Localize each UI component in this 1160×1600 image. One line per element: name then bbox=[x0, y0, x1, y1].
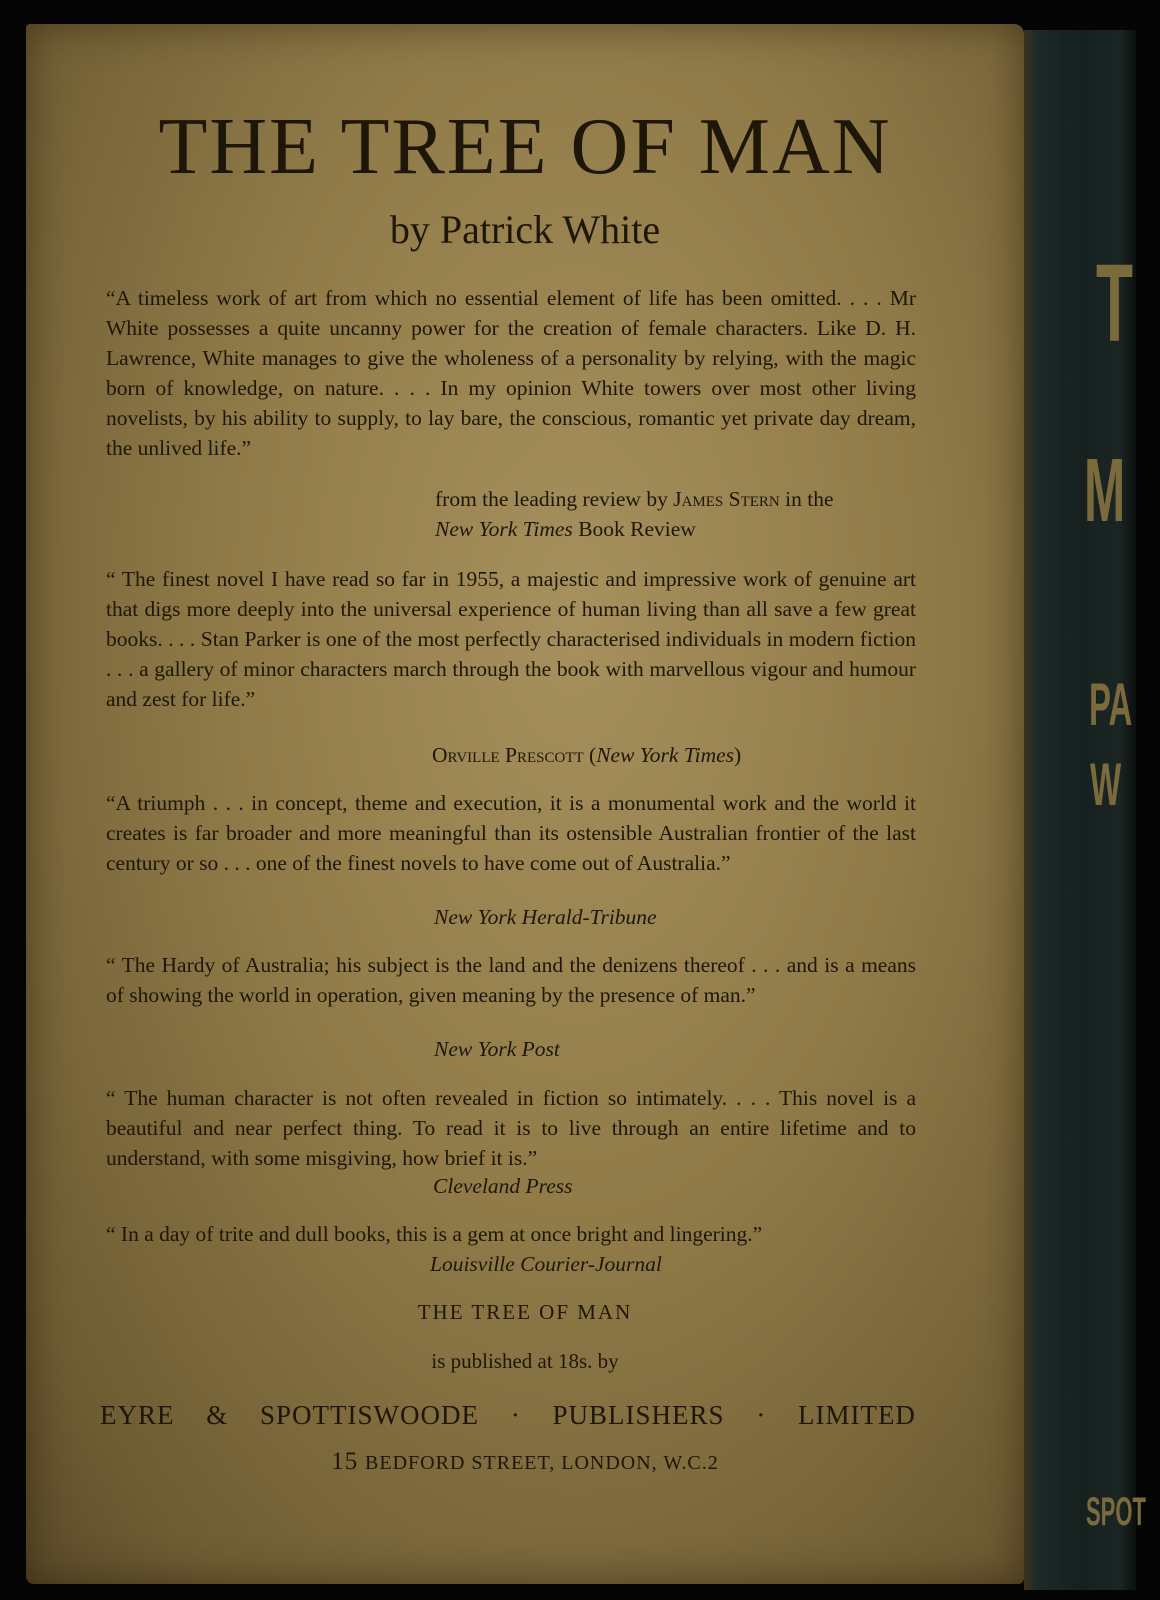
review-quote: “ The human character is not often revealed in fiction so intimately. . . . This novel is a beautiful and near perfect thing. To read it is to live through an entire lifetime and to understand, with some misgiving, how brief it is.” bbox=[106, 1086, 916, 1170]
attribution-line bbox=[435, 484, 834, 514]
publisher-separator: · bbox=[756, 1400, 767, 1430]
review-quote: “A timeless work of art from which no essential element of life has been omitted. . . . Mr White possesses a quite uncanny power for the creation of female characters. Like D. H. Lawrence, White manages to give the wholeness of a personality by relying, with the magic born of knowledge, on nature. . . . In my opinion White towers over most other living novelists, by his ability to supply, to lay bare, the conscious, romantic yet private day dream, the unlived life.” bbox=[106, 286, 916, 460]
publisher-word: PUBLISHERS bbox=[552, 1400, 725, 1430]
attribution-prefix: from the leading review by bbox=[435, 487, 674, 511]
attribution-paren: ) bbox=[734, 743, 742, 767]
review-quote: “ The Hardy of Australia; his subject is the land and the denizens thereof . . . and is a means of showing the world in operation, given meaning by the presence of man.” bbox=[106, 953, 916, 1007]
spine-letter: PA bbox=[1089, 671, 1133, 738]
publication-section: Book Review bbox=[572, 517, 696, 541]
review-source: Louisville Courier-Journal bbox=[430, 1252, 662, 1276]
book-title: THE TREE OF MAN bbox=[158, 103, 892, 191]
review-quote: “A triumph . . . in concept, theme and execution, it is a monumental work and the world it creates is far broader and more meaningful than its ostensible Australian frontier of the last century or so . . . one of the finest novels to have come out of Australia.” bbox=[106, 791, 916, 875]
review-quote: “ The finest novel I have read so far in 1955, a majestic and impressive work of genuine art that digs more deeply into the universal experience of human living than all save a few great books. . . . Stan Parker is one of the most perfectly characterised individuals in modern fiction . . . a gallery of minor characters march through the book with marvellous vigour and humour and zest for life.” bbox=[106, 567, 916, 711]
review-quote: “ In a day of trite and dull books, this is a gem at once bright and lingering.” bbox=[106, 1222, 763, 1246]
spine-publisher-fragment: SPOT bbox=[1086, 1490, 1146, 1534]
review-source: New York Post bbox=[434, 1037, 560, 1061]
spine-letter: W bbox=[1090, 751, 1122, 818]
review-source: New York Herald-Tribune bbox=[434, 905, 657, 929]
address-number: 15 bbox=[331, 1448, 359, 1475]
publication-name: New York Times bbox=[435, 517, 573, 541]
reviewer-name: Orville Prescott bbox=[432, 743, 584, 767]
publisher-line bbox=[100, 1400, 916, 1431]
imprint-price: is published at 18s. by bbox=[431, 1349, 619, 1373]
publisher-word: & bbox=[206, 1400, 229, 1430]
reviewer-name: James Stern bbox=[673, 487, 780, 511]
book-spine bbox=[1024, 30, 1146, 1590]
publisher-separator: · bbox=[510, 1400, 521, 1430]
spine-letter: T bbox=[1096, 242, 1133, 365]
publisher-address bbox=[26, 1448, 1024, 1476]
review-attribution bbox=[432, 740, 741, 770]
imprint-title: THE TREE OF MAN bbox=[417, 1300, 633, 1324]
spine-letter: M bbox=[1084, 441, 1126, 541]
review-source: Cleveland Press bbox=[433, 1174, 573, 1198]
address-street: BEDFORD STREET, LONDON, W.C.2 bbox=[365, 1452, 719, 1474]
attribution-suffix: in the bbox=[779, 487, 834, 511]
book-author: by Patrick White bbox=[389, 207, 661, 252]
review-attribution bbox=[435, 484, 834, 544]
publisher-word: EYRE bbox=[100, 1400, 175, 1430]
publisher-word: SPOTTISWOODE bbox=[259, 1400, 479, 1430]
attribution-line bbox=[435, 514, 834, 544]
publication-name: New York Times bbox=[596, 743, 735, 767]
publisher-word: LIMITED bbox=[797, 1400, 916, 1430]
attribution-paren: ( bbox=[583, 743, 597, 767]
